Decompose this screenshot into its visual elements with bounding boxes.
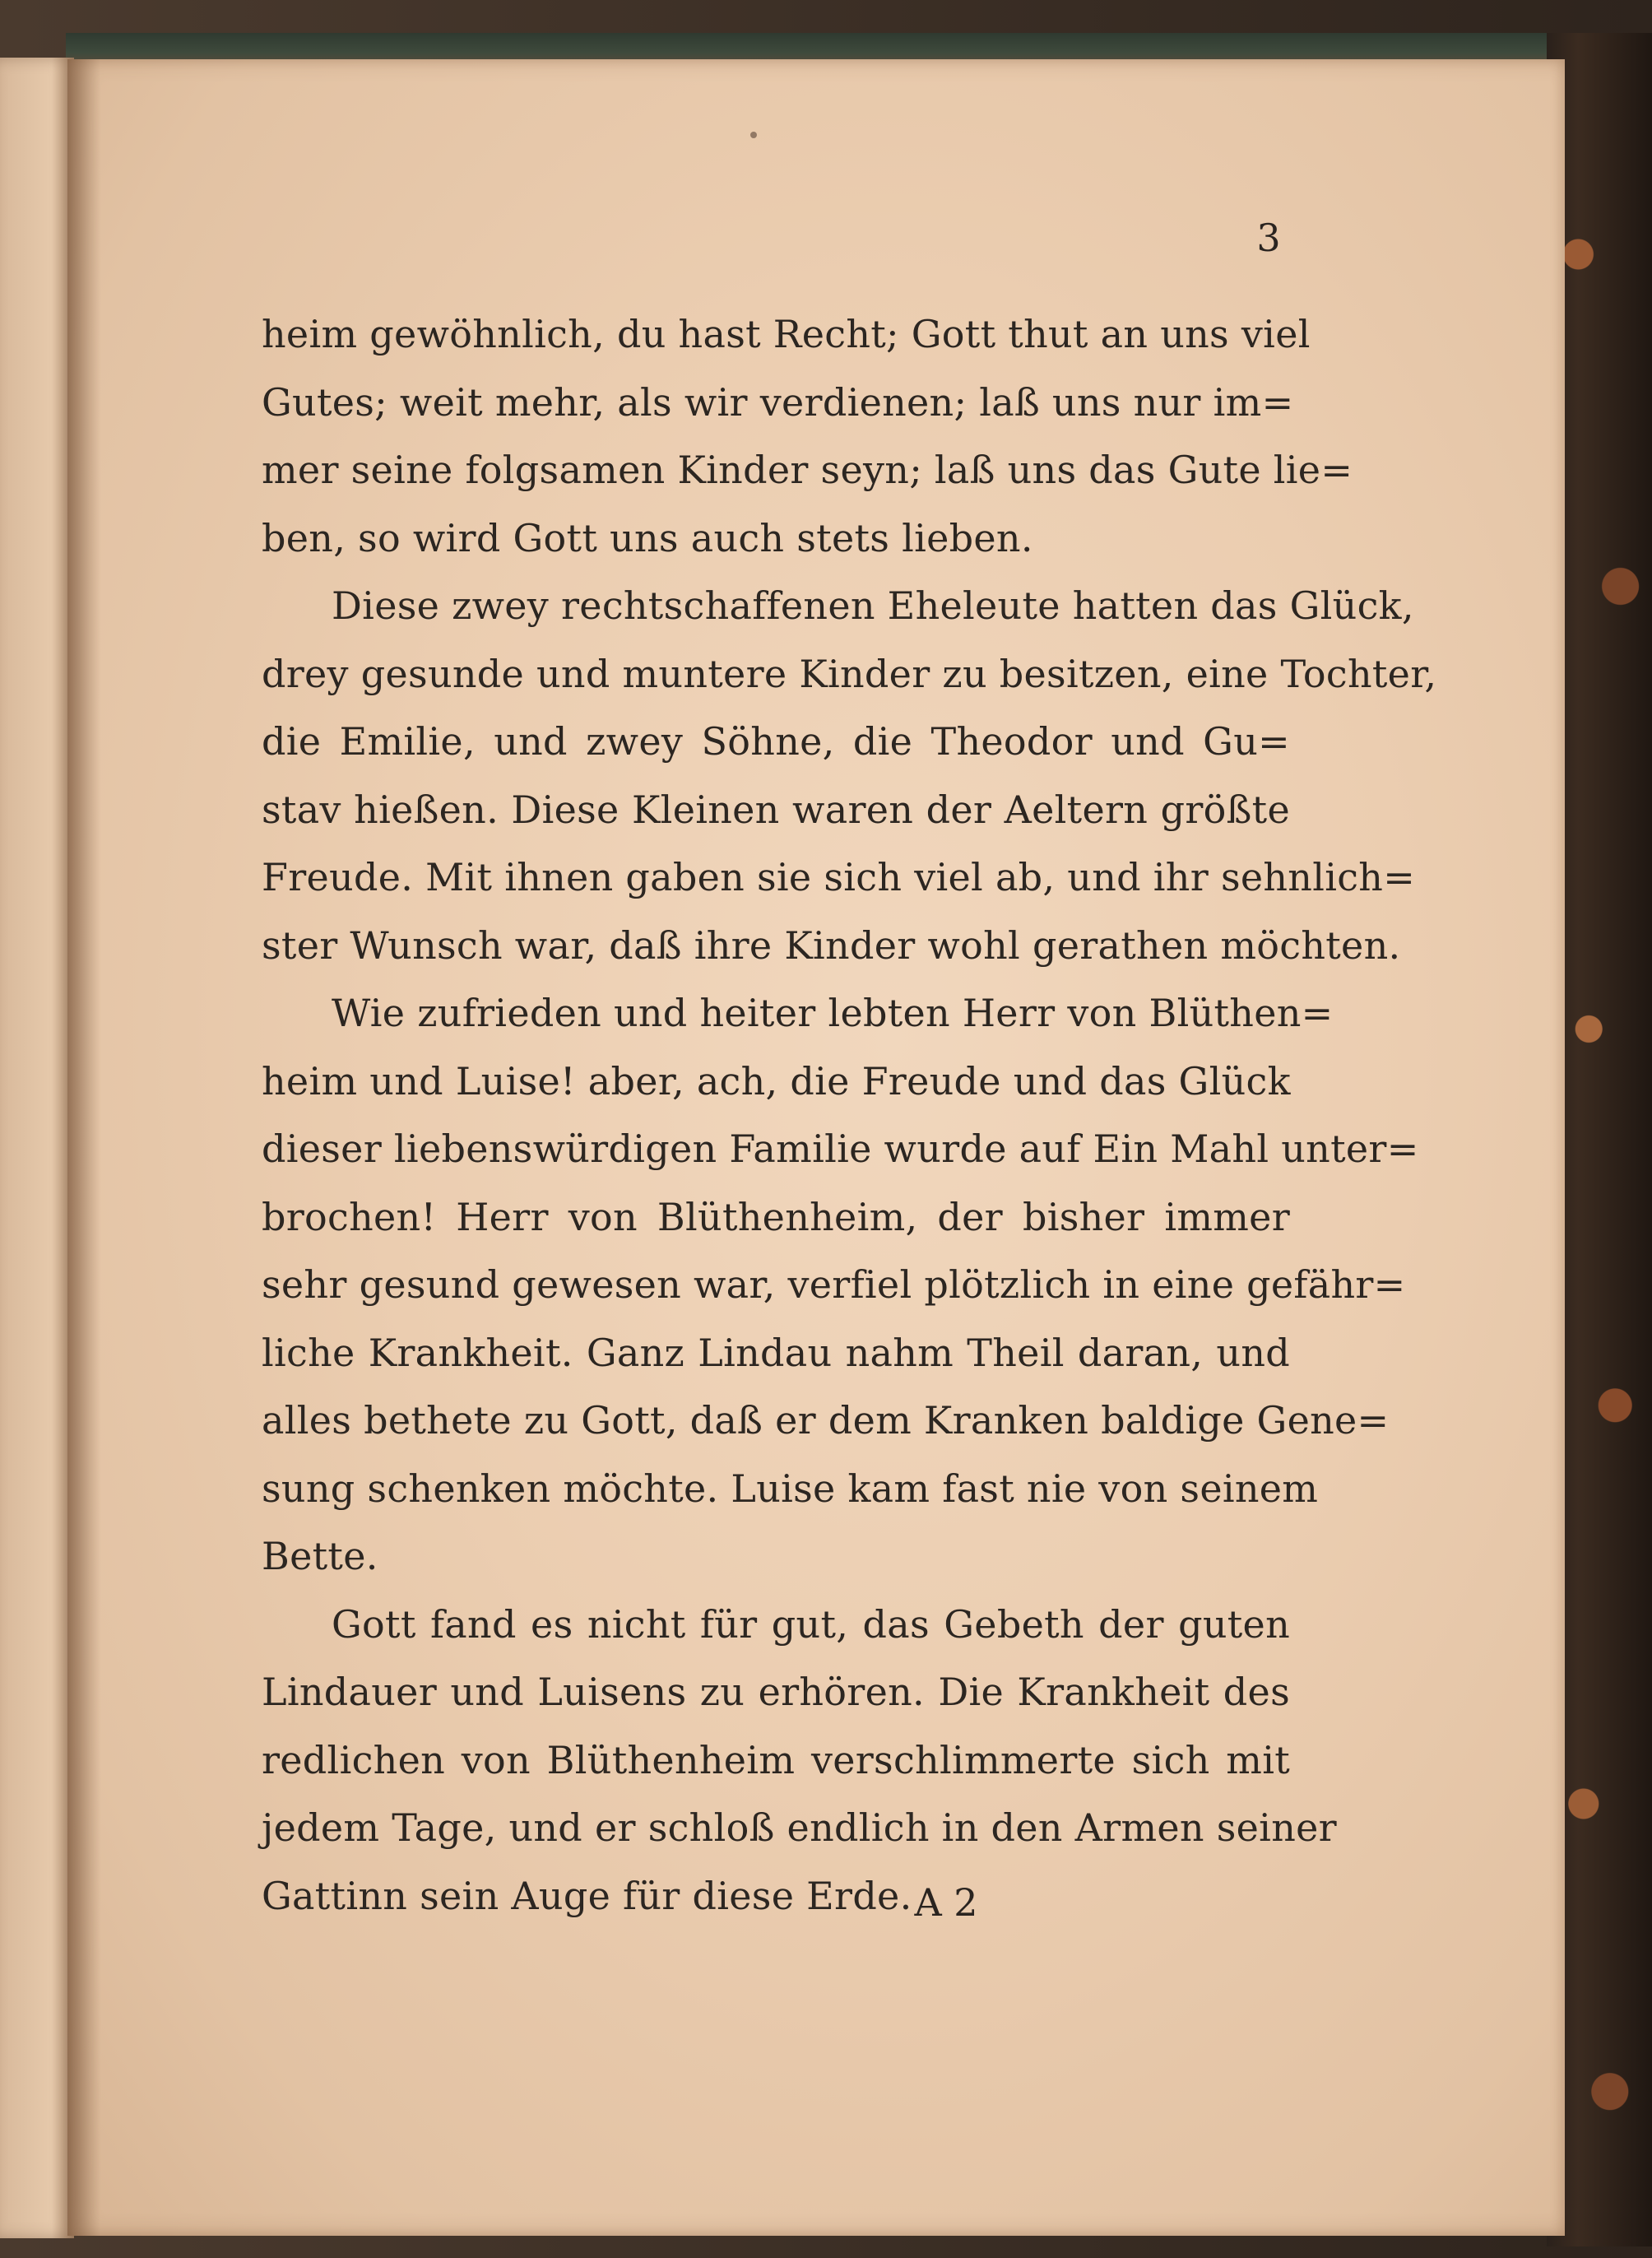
page-number: 3	[1256, 216, 1281, 260]
text-line: Bette.	[262, 1534, 378, 1578]
text-line: Gott fand es nicht für gut, das Gebeth der guten	[332, 1601, 1290, 1647]
text-line: ster Wunsch war, daß ihre Kinder wohl gerathen möchten.	[262, 922, 1401, 968]
text-line: ben, so wird Gott uns auch stets lieben.	[262, 515, 1033, 560]
text-line: stav hießen. Diese Kleinen waren der Aeltern größte	[262, 787, 1290, 832]
text-line: mer seine folgsamen Kinder seyn; laß uns das Gute lie=	[262, 448, 1353, 492]
text-line: heim gewöhnlich, du hast Recht; Gott thut an uns viel	[262, 312, 1311, 356]
page-gutter-shadow	[67, 59, 100, 2236]
text-line: Lindauer und Luisens zu erhören. Die Krankheit des	[262, 1670, 1290, 1714]
text-line: sehr gesund gewesen war, verfiel plötzlich in eine gefähr=	[262, 1262, 1406, 1307]
text-line: brochen! Herr von Blüthenheim, der bisher immer	[262, 1194, 1290, 1239]
text-line: sung schenken möchte. Luise kam fast nie von seinem	[262, 1466, 1319, 1511]
text-line: liche Krankheit. Ganz Lindau nahm Theil daran, und	[262, 1330, 1290, 1375]
text-line: die Emilie, und zwey Söhne, die Theodor und Gu=	[262, 719, 1290, 764]
signature-mark: A 2	[914, 1880, 978, 1925]
text-line: Gutes; weit mehr, als wir verdienen; laß uns nur im=	[262, 379, 1294, 425]
text-line: dieser liebenswürdigen Familie wurde auf Ein Mahl unter=	[262, 1127, 1419, 1171]
body-text	[262, 300, 1437, 1930]
text-line: jedem Tage, und er schloß endlich in den Armen seiner	[262, 1805, 1337, 1850]
text-line: redlichen von Blüthenheim verschlimmerte sich mit	[262, 1737, 1290, 1782]
dust-speck	[750, 132, 757, 138]
text-line: Gattinn sein Auge für diese Erde.	[262, 1873, 912, 1918]
text-line: heim und Luise! aber, ach, die Freude und das Glück	[262, 1058, 1291, 1103]
text-line: Freude. Mit ihnen gaben sie sich viel ab, und ihr sehnlich=	[262, 855, 1416, 899]
previous-page-edge	[0, 58, 74, 2238]
text-line: Diese zwey rechtschaffenen Eheleute hatten das Glück,	[332, 583, 1414, 628]
text-line: drey gesunde und muntere Kinder zu besitzen, eine Tochter,	[262, 651, 1437, 696]
text-line: Wie zufrieden und heiter lebten Herr von Blüthen=	[332, 991, 1334, 1035]
text-line: alles bethete zu Gott, daß er dem Kranken baldige Gene=	[262, 1398, 1390, 1443]
